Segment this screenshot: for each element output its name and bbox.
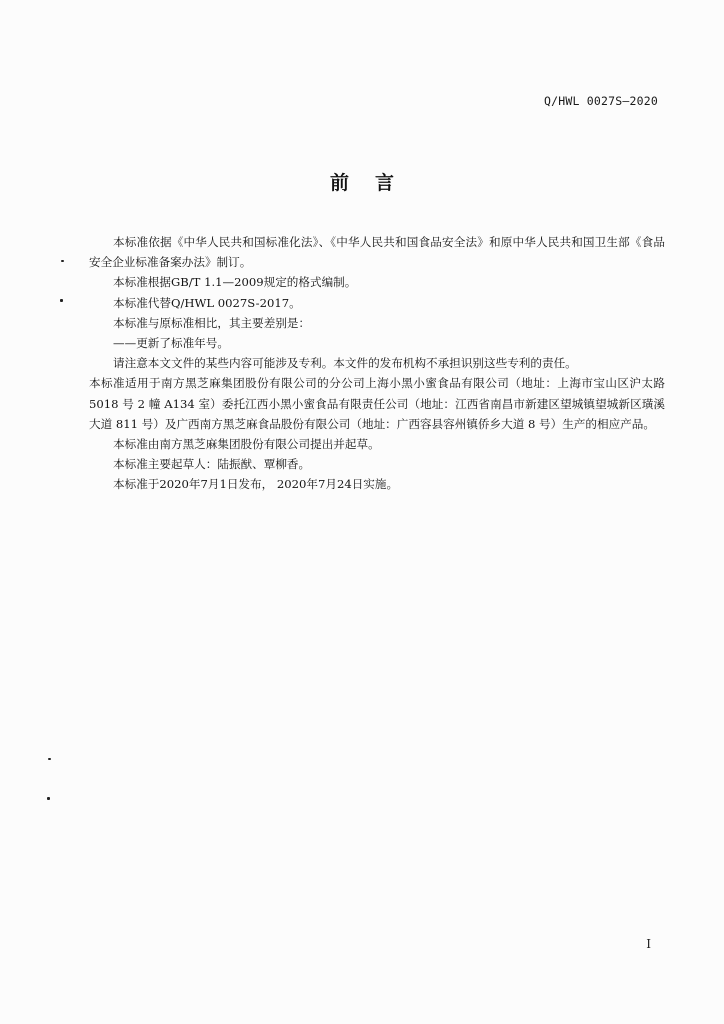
paragraph-drafters: 本标准主要起草人：陆振猷、覃柳香。 [113, 457, 311, 472]
scan-speck [47, 797, 50, 800]
page-title: 前言 [329, 172, 420, 194]
paragraph-replaces: 本标准代替Q/HWL 0027S-2017。 [113, 295, 301, 310]
page-number: I [646, 937, 651, 951]
paragraph-patent-notice: 请注意本文文件的某些内容可能涉及专利。本文件的发布机构不承担识别这些专利的责任。 [113, 356, 577, 371]
scan-speck [48, 758, 51, 760]
scan-speck [61, 260, 64, 262]
paragraph-basis: 本标准依据《中华人民共和国标准化法》、《中华人民共和国食品安全法》和原中华人民共和国卫生部《食品安全企业标准备案办法》制订。 [89, 235, 665, 270]
document-body [89, 232, 665, 495]
paragraph-format: 本标准根据GB/T 1.1—2009规定的格式编制。 [113, 275, 357, 290]
paragraph-difference-item: ——更新了标准年号。 [113, 336, 229, 351]
document-code: Q/HWL 0027S—2020 [544, 94, 658, 108]
paragraph-differences: 本标准与原标准相比，其主要差别是： [113, 315, 311, 330]
paragraph-dates: 本标准于2020年7月1日发布， 2020年7月24日实施。 [113, 477, 399, 492]
paragraph-proposer: 本标准由南方黑芝麻集团股份有限公司提出并起草。 [113, 437, 380, 452]
scan-speck [60, 299, 63, 302]
paragraph-scope: 本标准适用于南方黑芝麻集团股份有限公司的分公司上海小黑小蜜食品有限公司（地址：上海市宝山区沪太路 5018 号 2 幢 A134 室）委托江西小黑小蜜食品有限责任公司（地址：江西省南昌市新建区望城镇望城新区璜溪大道 811 号）及广西南方黑芝麻食品股份有限公司（地址：广西容县容州镇侨乡大道 8 号）生产的相应产品。 [89, 376, 665, 431]
